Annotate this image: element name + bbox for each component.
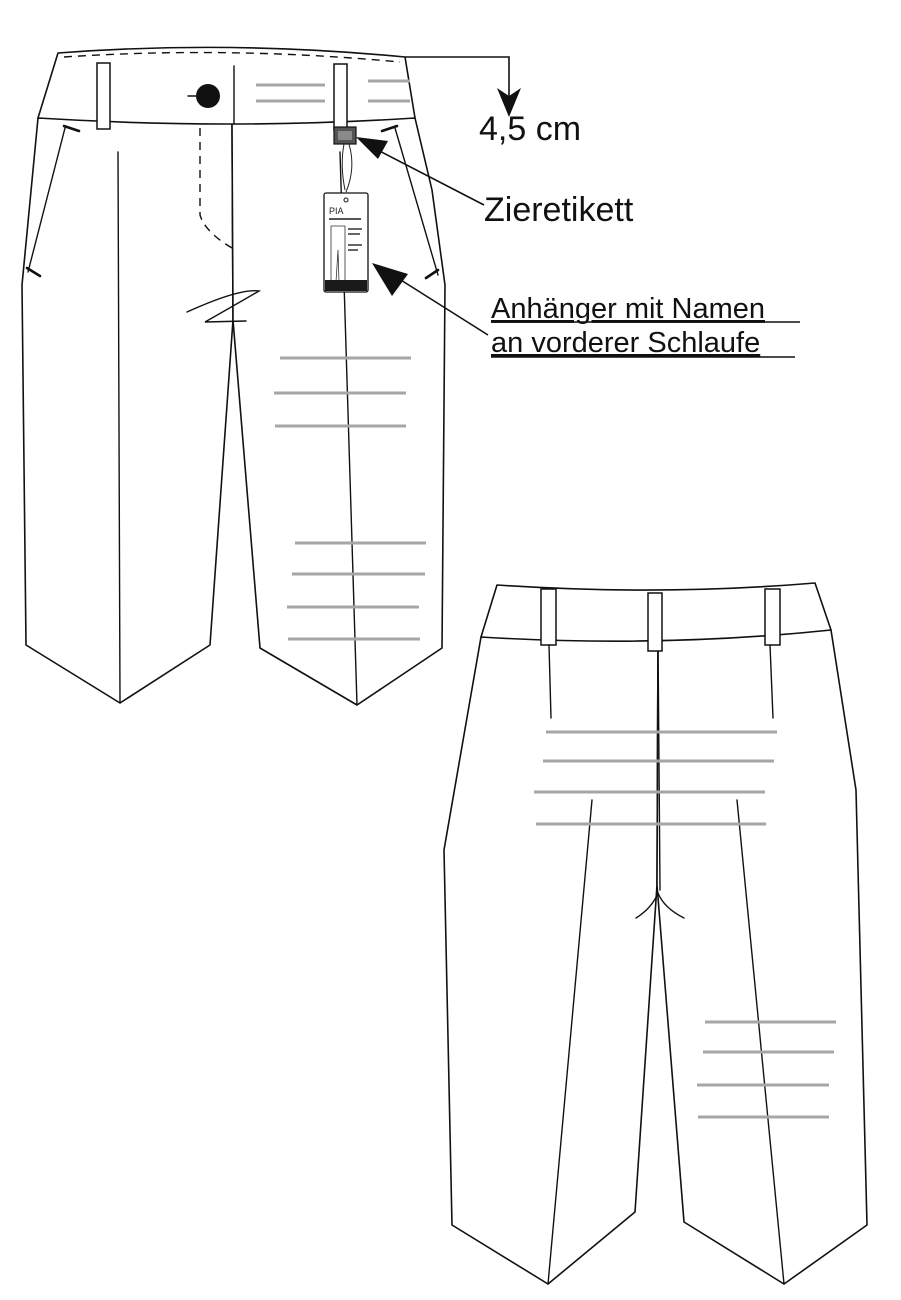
back-left-leg bbox=[444, 637, 658, 1284]
waistband-button bbox=[196, 84, 220, 108]
hang-tag-brand: PIA bbox=[329, 206, 344, 216]
waistband-height-callout bbox=[405, 57, 581, 148]
waistband-height-label: 4,5 cm bbox=[479, 110, 582, 148]
back-belt-loop-left bbox=[541, 589, 556, 645]
back-belt-loop-center bbox=[648, 593, 662, 651]
back-right-leg bbox=[657, 630, 867, 1284]
belt-loop-left bbox=[97, 63, 110, 129]
back-belt-loop-right bbox=[765, 589, 780, 645]
hang-tag bbox=[324, 193, 368, 292]
front-left-leg bbox=[22, 118, 233, 703]
hang-tag-text-line2: an vorderer Schlaufe bbox=[491, 327, 761, 359]
belt-loop-right bbox=[334, 64, 347, 130]
back-view bbox=[444, 583, 867, 1284]
hang-tag-text-line1: Anhänger mit Namen bbox=[491, 293, 766, 325]
decorative-label-text: Zieretikett bbox=[484, 191, 634, 229]
